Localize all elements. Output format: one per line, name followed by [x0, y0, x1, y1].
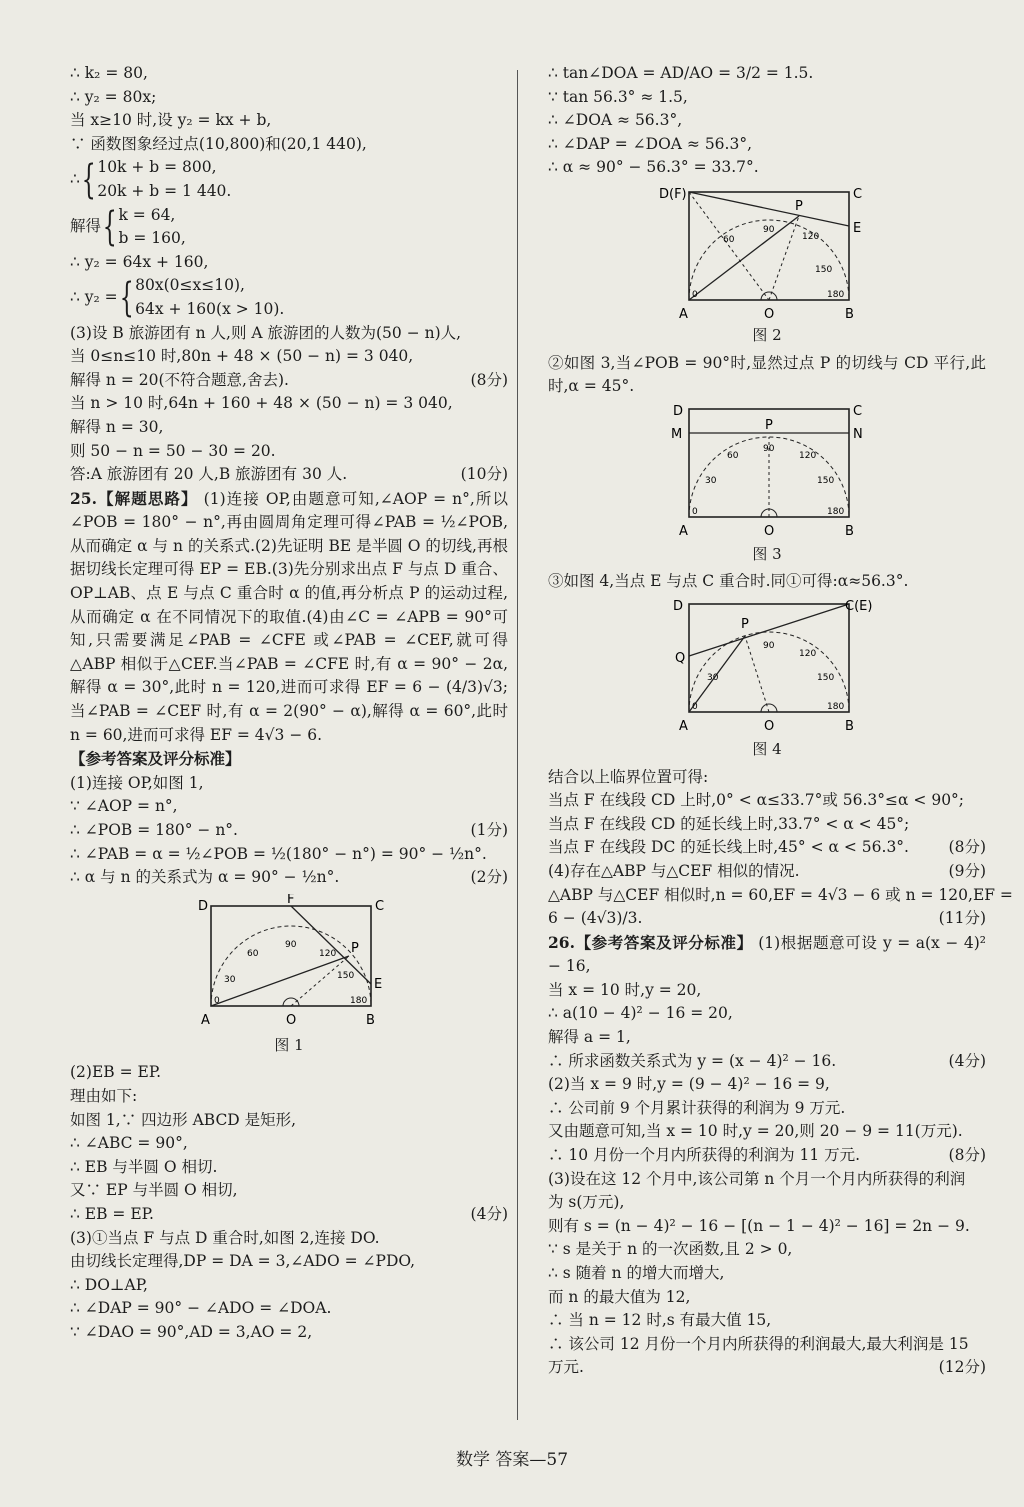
segment-DO — [689, 192, 769, 300]
figure-2 — [548, 184, 986, 348]
answer-lines-2 — [70, 1061, 508, 1344]
line-text: 当点 F 在线段 DC 的延长线上时,45° < α < 56.3°. — [548, 838, 909, 857]
label-P: P — [765, 417, 773, 433]
text-line — [548, 1286, 986, 1310]
tick-90: 90 — [285, 939, 297, 950]
text-line — [548, 1073, 986, 1097]
q26-first-line — [548, 931, 986, 979]
line-text: 而 n 的最大值为 12, — [548, 1287, 691, 1306]
score-mark: (8分) — [470, 370, 508, 389]
tick-180: 180 — [827, 701, 845, 712]
angle-arc — [283, 998, 299, 1006]
line-text: 万元. — [548, 1358, 584, 1377]
text-line — [70, 1250, 508, 1274]
label-A: A — [679, 523, 688, 539]
text-line — [548, 766, 986, 790]
segment-DE — [689, 192, 849, 226]
left-lines-3 — [70, 322, 508, 487]
label-O: O — [764, 306, 775, 322]
tick-150: 150 — [337, 970, 355, 981]
line-text: ∴ ∠DOA ≈ 56.3°, — [548, 111, 683, 130]
system-row: b = 160, — [118, 229, 186, 248]
equation-system-3 — [70, 274, 508, 321]
equation-system-1 — [70, 156, 508, 203]
text-line — [548, 1050, 986, 1074]
line-text: 解得 n = 20(不符合题意,舍去). — [70, 370, 289, 389]
brace: { — [102, 204, 117, 251]
line-text: 理由如下: — [70, 1086, 138, 1105]
line-text: ∴ y₂ = 80x; — [70, 87, 157, 106]
system-row: 80x(0≤x≤10), — [135, 276, 245, 295]
line-text: ∴ 所求函数关系式为 y = (x − 4)² − 16. — [548, 1051, 837, 1070]
text-line — [548, 133, 986, 157]
text-line — [70, 369, 508, 393]
label-D: D — [198, 898, 209, 914]
left-column — [70, 62, 508, 1345]
text-line — [548, 1002, 986, 1026]
text-line — [70, 251, 508, 275]
label-O: O — [286, 1012, 297, 1028]
tick-0: 0 — [692, 506, 698, 517]
question-number: 25. — [70, 488, 97, 508]
case-2-paragraph: ②如图 3,当∠POB = 90°时,显然过点 P 的切线与 CD 平行,此时,α = 45°. — [548, 353, 986, 396]
text-line — [548, 1191, 986, 1215]
tick-0: 0 — [214, 995, 220, 1006]
label-O: O — [764, 523, 775, 539]
line-text: (4)存在△ABP 与△CEF 相似的情况. — [548, 861, 800, 880]
figure-2-diagram — [657, 184, 877, 324]
system-prefix: ∴ — [70, 170, 80, 189]
label-C: C(E) — [845, 598, 873, 614]
line-text: ∴ 公司前 9 个月累计获得的利润为 9 万元. — [548, 1098, 846, 1117]
text-line — [70, 1227, 508, 1251]
figure-caption: 图 2 — [752, 325, 782, 344]
tick-30: 30 — [707, 672, 719, 683]
label-E: E — [853, 220, 862, 236]
line-text: 答:A 旅游团有 20 人,B 旅游团有 30 人. — [70, 465, 348, 484]
label-F: F — [287, 893, 295, 907]
solution-idea-text: (1)连接 OP,由题意可知,∠AOP = n°,所以∠POB = 180° − n°,再由圆周角定理可得∠PAB = ½∠POB,从而确定 α 与 n 的关系式.(2)先证明 BE 是半圆 O 的切线,再根据切线长定理可得 EP = EB.(3)先分别求出点 F 与点 D 重合、OP⊥AB、点 E 与点 C 重合时 α 的值,再分析点 P 的运动过程,从而确定 α 在不同情况下的取值.(4)由∠C = ∠APB = 90°可知,只需要满足∠PAB = ∠CFE 或∠PAB = ∠CEF,就可得△ABP 相似于△CEF.当∠PAB = ∠CFE 时,有 α = 90° − 2α,解得 α = 30°,此时 n = 120,进而可求得 EF = 6 − (4/3)√3;当∠PAB = ∠CEF 时,有 α = 2(90° − α),解得 α = 60°,此时 n = 60,进而可求得 EF = 4√3 − 6. — [70, 489, 508, 744]
section-tag: 【解题思路】 — [96, 488, 198, 508]
system-row: 20k + b = 1 440. — [97, 181, 232, 200]
line-text: △ABP 与△CEF 相似时,n = 60,EF = 4√3 − 6 或 n = 120,EF = — [548, 885, 1013, 904]
tick-180: 180 — [827, 506, 845, 517]
text-line — [70, 1274, 508, 1298]
tick-0: 0 — [692, 289, 698, 300]
rectangle — [689, 192, 849, 300]
label-P: P — [351, 940, 359, 956]
tick-60: 60 — [727, 450, 739, 461]
tick-90: 90 — [763, 224, 775, 235]
tick-60: 60 — [723, 234, 735, 245]
line-text: ∵ ∠AOP = n°, — [70, 797, 178, 816]
question-number: 26. — [548, 932, 575, 952]
line-text: 当 0≤n≤10 时,80n + 48 × (50 − n) = 3 040, — [70, 347, 414, 366]
text-line — [70, 392, 508, 416]
figure-3-diagram — [657, 403, 877, 543]
label-P: P — [741, 616, 749, 632]
label-D: D — [673, 403, 684, 419]
text-line — [548, 156, 986, 180]
text-line — [70, 866, 508, 890]
line-text: 如图 1,∵ 四边形 ABCD 是矩形, — [70, 1110, 297, 1129]
score-mark: (9分) — [948, 861, 986, 880]
rectangle — [689, 604, 849, 712]
segment-OP — [291, 956, 349, 1006]
line-text: ∴ k₂ = 80, — [70, 64, 148, 82]
label-A: A — [201, 1012, 210, 1028]
text-line — [70, 322, 508, 346]
score-mark: (12分) — [938, 1358, 986, 1377]
equation-system-2 — [70, 204, 508, 251]
figure-4 — [548, 598, 986, 762]
page-footer: 数学 答案—57 — [455, 1450, 569, 1470]
text-line — [548, 1356, 986, 1380]
text-line — [548, 1215, 986, 1239]
line-text: ∴ ∠DAP = ∠DOA ≈ 56.3°, — [548, 134, 753, 153]
text-line — [548, 860, 986, 884]
right-lines-3 — [548, 979, 986, 1380]
label-B: B — [366, 1012, 375, 1028]
text-line — [548, 1026, 986, 1050]
label-Q: Q — [675, 650, 686, 666]
line-text: 又由题意可知,当 x = 10 时,y = 20,则 20 − 9 = 11(万元). — [548, 1122, 963, 1141]
text-line — [70, 86, 508, 110]
label-O: O — [764, 718, 775, 734]
text-line — [70, 1061, 508, 1085]
line-text: ∵ 函数图象经过点(10,800)和(20,1 440), — [70, 134, 367, 153]
text-line — [548, 1144, 986, 1168]
tick-150: 150 — [817, 672, 835, 683]
text-line — [70, 843, 508, 867]
line-text: 则 50 − n = 50 − 30 = 20. — [70, 441, 276, 460]
semicircle — [211, 926, 371, 1006]
text-line — [548, 1120, 986, 1144]
text-line — [70, 440, 508, 464]
tick-180: 180 — [350, 995, 368, 1006]
text-line — [70, 1085, 508, 1109]
tick-150: 150 — [817, 475, 835, 486]
score-mark: (4分) — [470, 1204, 508, 1223]
line-text: ∴ DO⊥AP, — [70, 1275, 148, 1294]
text-line — [548, 62, 986, 86]
rectangle — [211, 906, 371, 1006]
tick-120: 120 — [799, 450, 817, 461]
text-line — [70, 1203, 508, 1227]
line-text: ∴ ∠POB = 180° − n°. — [70, 821, 238, 839]
text-line — [548, 1097, 986, 1121]
tick-30: 30 — [224, 974, 236, 985]
system-row: 64x + 160(x > 10). — [135, 299, 285, 318]
label-A: A — [679, 718, 688, 734]
text-line — [548, 109, 986, 133]
text-line — [70, 109, 508, 133]
text-line — [548, 979, 986, 1003]
right-lines-2 — [548, 766, 1013, 931]
line-text: ∴ EB = EP. — [70, 1204, 154, 1223]
line-text: ∴ s 随着 n 的增大而增大, — [548, 1264, 725, 1282]
text-line — [70, 1132, 508, 1156]
line-text: 当 x≥10 时,设 y₂ = kx + b, — [70, 111, 272, 130]
case-3-paragraph: ③如图 4,当点 E 与点 C 重合时.同①可得:α≈56.3°. — [548, 572, 909, 591]
line-text: 又∵ EP 与半圆 O 相切, — [70, 1181, 238, 1200]
line-text: 当 x = 10 时,y = 20, — [548, 980, 702, 999]
figure-1 — [70, 894, 508, 1058]
line-text: (2)EB = EP. — [70, 1063, 162, 1082]
section-tag: 【参考答案及评分标准】 — [70, 749, 241, 769]
system-row: 10k + b = 800, — [97, 158, 217, 177]
label-C: C — [375, 898, 384, 914]
q25-solution-idea — [70, 487, 508, 748]
line-text: 解得 a = 1, — [548, 1028, 631, 1047]
text-line — [70, 345, 508, 369]
label-C: C — [853, 403, 863, 419]
line-text: ∴ 10 月份一个月内所获得的利润为 11 万元. — [548, 1146, 861, 1165]
text-line — [548, 813, 986, 837]
line-text: 则有 s = (n − 4)² − 16 − [(n − 1 − 4)² − 16] = 2n − 9. — [548, 1216, 970, 1235]
text-line — [70, 1297, 508, 1321]
label-B: B — [845, 523, 854, 539]
column-divider — [517, 70, 518, 1420]
line-text: ∴ α 与 n 的关系式为 α = 90° − ½n°. — [70, 868, 340, 887]
text-line — [548, 1238, 986, 1262]
score-mark: (11分) — [938, 909, 986, 928]
tick-90: 90 — [763, 640, 775, 651]
text-line — [548, 789, 986, 813]
label-M: M — [671, 426, 683, 442]
score-mark: (2分) — [470, 868, 508, 887]
left-lines-1 — [70, 62, 508, 156]
text-line — [70, 819, 508, 843]
text-line — [548, 836, 986, 860]
figure-caption: 图 4 — [752, 739, 782, 758]
section-tag: 【参考答案及评分标准】 — [574, 932, 753, 952]
text-line — [548, 907, 986, 931]
system-prefix: 解得 — [70, 217, 102, 236]
line-text: ∴ y₂ = 64x + 160, — [70, 252, 209, 271]
segment-AP — [689, 216, 799, 300]
line-text: ∴ ∠DAP = 90° − ∠ADO = ∠DOA. — [70, 1299, 332, 1318]
line-text: 为 s(万元), — [548, 1193, 625, 1212]
text-line — [548, 1333, 986, 1357]
line-text: ∴ a(10 − 4)² − 16 = 20, — [548, 1004, 733, 1023]
text-line — [70, 1321, 508, 1345]
score-mark: (8分) — [948, 1146, 986, 1165]
line-text: ∴ ∠PAB = α = ½∠POB = ½(180° − n°) = 90° − ½n°. — [70, 844, 487, 863]
tick-90: 90 — [763, 443, 775, 454]
label-D: D(F) — [659, 186, 687, 202]
text-line — [70, 795, 508, 819]
tick-120: 120 — [799, 648, 817, 659]
score-mark: (1分) — [470, 821, 508, 839]
text-line — [548, 1262, 986, 1286]
tick-120: 120 — [319, 948, 337, 959]
left-lines-2 — [70, 251, 508, 275]
line-text: 解得 n = 30, — [70, 417, 164, 436]
q26-first-text: (1)根据题意可设 y = a(x − 4)² − 16, — [548, 933, 986, 976]
text-line — [548, 1309, 986, 1333]
figure-3 — [548, 403, 986, 567]
right-lines-1 — [548, 62, 986, 180]
text-line — [70, 62, 508, 86]
label-P: P — [795, 198, 803, 214]
text-line — [70, 1179, 508, 1203]
tick-0: 0 — [692, 701, 698, 712]
line-text: ∴ tan∠DOA = AD/AO = 3/2 = 1.5. — [548, 64, 814, 82]
text-line — [548, 86, 986, 110]
line-text: 当点 F 在线段 CD 的延长线上时,33.7° < α < 45°; — [548, 814, 910, 833]
brace: { — [81, 156, 96, 203]
line-text: (3)设 B 旅游团有 n 人,则 A 旅游团的人数为(50 − n)人, — [70, 323, 462, 342]
tick-30: 30 — [705, 475, 717, 486]
tick-60: 60 — [247, 948, 259, 959]
line-text: (2)当 x = 9 时,y = (9 − 4)² − 16 = 9, — [548, 1075, 830, 1094]
line-text: ∵ tan 56.3° ≈ 1.5, — [548, 87, 688, 106]
text-line — [70, 133, 508, 157]
line-text: 结合以上临界位置可得: — [548, 767, 709, 786]
figure-4-diagram — [657, 598, 877, 738]
label-B: B — [845, 718, 854, 734]
label-C: C — [853, 186, 863, 202]
text-line — [548, 1168, 986, 1192]
line-text: ∴ ∠ABC = 90°, — [70, 1134, 188, 1153]
line-text: 当点 F 在线段 CD 上时,0° < α≤33.7°或 56.3°≤α < 90°; — [548, 791, 965, 810]
score-mark: (4分) — [948, 1051, 986, 1070]
text-line — [70, 463, 508, 487]
figure-1-diagram — [194, 894, 384, 1034]
system-row: k = 64, — [118, 205, 176, 224]
line-text: ∴ 该公司 12 月份一个月内所获得的利润最大,最大利润是 15 — [548, 1334, 969, 1353]
text-line — [548, 884, 1013, 908]
line-text: (3)设在这 12 个月中,该公司第 n 个月一个月内所获得的利润 — [548, 1169, 966, 1188]
figure-caption: 图 1 — [274, 1035, 304, 1054]
label-B: B — [845, 306, 854, 322]
text-line — [70, 772, 508, 796]
line-text: (3)①当点 F 与点 D 重合时,如图 2,连接 DO. — [70, 1228, 380, 1247]
line-text: 当 n > 10 时,64n + 160 + 48 × (50 − n) = 3 040, — [70, 394, 453, 413]
line-text: ∵ s 是关于 n 的一次函数,且 2 > 0, — [548, 1240, 793, 1259]
tick-150: 150 — [815, 264, 833, 275]
label-A: A — [679, 306, 688, 322]
line-text: ∴ 当 n = 12 时,s 有最大值 15, — [548, 1311, 772, 1330]
label-D: D — [673, 598, 684, 614]
text-line — [70, 1156, 508, 1180]
line-text: 6 − (4√3)/3. — [548, 909, 643, 928]
line-text: ∴ α ≈ 90° − 56.3° = 33.7°. — [548, 158, 759, 177]
score-mark: (10分) — [460, 465, 508, 484]
system-prefix: ∴ y₂ = — [70, 288, 118, 307]
line-text: ∵ ∠DAO = 90°,AD = 3,AO = 2, — [70, 1322, 313, 1341]
score-mark: (8分) — [948, 838, 986, 857]
text-line — [70, 416, 508, 440]
label-N: N — [853, 426, 863, 442]
text-line — [70, 1109, 508, 1133]
figure-caption: 图 3 — [752, 544, 782, 563]
q25-answer-tag-line — [70, 747, 508, 772]
line-text: ∴ EB 与半圆 O 相切. — [70, 1157, 218, 1176]
brace: { — [119, 274, 134, 321]
right-column — [548, 62, 1013, 1380]
tick-180: 180 — [827, 289, 845, 300]
line-text: (1)连接 OP,如图 1, — [70, 773, 204, 792]
tick-120: 120 — [802, 231, 820, 242]
label-E: E — [374, 976, 383, 992]
answer-lines-1 — [70, 772, 508, 890]
line-text: 由切线长定理得,DP = DA = 3,∠ADO = ∠PDO, — [70, 1252, 416, 1271]
